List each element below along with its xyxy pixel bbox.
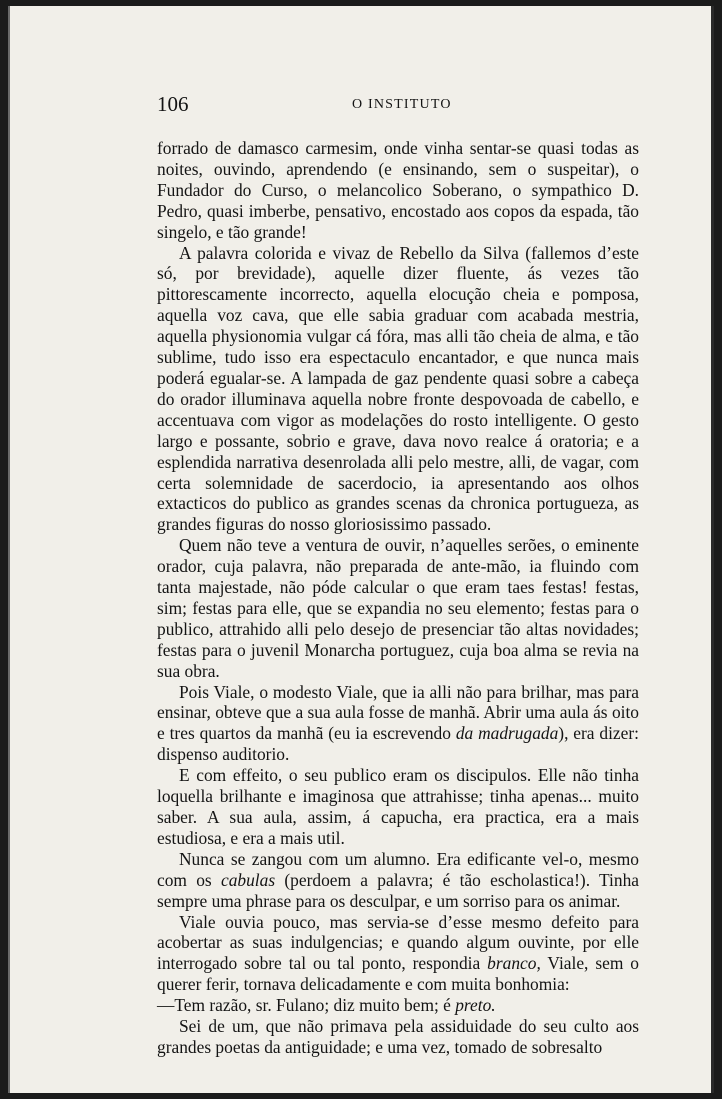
text-run: A palavra colorida e vivaz de Rebello da Silva (fallemos d’este só, por brevidade), aquelle dizer fluente, ás vezes tão pittorescamente incorrecto, aquella elocução cheia e pomposa, aquella voz cava, que elle sabia graduar com acabada mestria, aquella physionomia vulgar cá fóra, mas alli tão cheia de alma, e tão sublime, tudo isso era espectaculo encantador, e que nunca mais poderá egualar-se. A lampada de gaz pendente quasi sobre a cabeça do orador illuminava aquella nobre fronte despovoada de cabello, e accentuava com vigor as modelações do rosto intelligente. O gesto largo e possante, sobrio e grave, dava novo realce á oratoria; e a esplendida narrativa desenrolada alli pelo mestre, alli, de vagar, com certa solemnidade de sacerdocio, ia apresentando aos olhos extacticos do publico as grandes scenas da chronica portugueza, as grandes figuras do nosso gloriosissimo passado. — [157, 242, 639, 535]
paragraph — [157, 1016, 639, 1058]
text-run: forrado de damasco carmesim, onde vinha sentar-se quasi todas as noites, ouvindo, aprendendo (e ensinando, sem o suspeitar), o Fundador do Curso, o melancolico Soberano, o sympathico D. Pedro, quasi imberbe, pensativo, encostado aos copos da espada, tão singelo, e tão grande! — [157, 138, 639, 242]
text-run: Sei de um, que não primava pela assiduidade do seu culto aos grandes poetas da antiguidade; e uma vez, tomado de sobresalto — [157, 1016, 639, 1057]
text-run: E com effeito, o seu publico eram os discipulos. Elle não tinha loquella brilhante e imaginosa que attrahisse; tinha apenas... muito saber. A sua aula, assim, á capucha, era practica, era a mais estudiosa, e era a mais util. — [157, 765, 639, 848]
book-page — [8, 6, 714, 1093]
text-run: ), era dizer: dispenso auditorio. — [157, 723, 639, 765]
paragraph — [157, 138, 639, 243]
text-run: (perdoem a palavra; é tão escholastica!). Tinha sempre uma phrase para os desculpar, e um sorriso para os animar. — [157, 869, 639, 911]
text-run: Viale, sem o querer ferir, tornava delicadamente e com muita bonhomia: — [157, 953, 639, 995]
page-header — [157, 92, 639, 122]
paragraph — [157, 765, 639, 849]
paragraph — [157, 535, 639, 681]
text-run: —Tem razão, sr. Fulano; diz muito bem; é — [157, 995, 456, 1016]
text-run: Quem não teve a ventura de ouvir, n’aquelles serões, o eminente orador, cuja palavra, não preparada de ante-mão, ia fluindo com tanta majestade, não póde calcular o que eram taes festas! festas, sim; festas para elle, que se expandia no seu elemento; festas para o publico, attrahido alli pelo desejo de presenciar tão altas novidades; festas para o juvenil Monarcha portuguez, cuja boa alma se revia na sua obra. — [157, 535, 639, 681]
italic-text: cabulas — [220, 869, 276, 890]
italic-text: preto. — [455, 995, 496, 1016]
italic-text: da madrugada — [455, 723, 559, 744]
italic-text: branco, — [487, 953, 541, 974]
page-number: 106 — [157, 92, 189, 116]
paragraph — [157, 912, 639, 996]
paragraph — [157, 682, 639, 766]
running-title: O INSTITUTO — [352, 97, 452, 112]
paragraph — [157, 995, 639, 1016]
text-run: Viale ouvia pouco, mas servia-se d’esse mesmo defeito para acobertar as suas indulgencias; e quando algum ouvinte, por elle interrogado sobre tal ou tal ponto, respondia — [157, 911, 639, 974]
paragraph — [157, 243, 639, 536]
body-text — [157, 138, 639, 1058]
text-run: Pois Viale, o modesto Viale, que ia alli não para brilhar, mas para ensinar, obteve que a sua aula fosse de manhã. Abrir uma aula ás oito e tres quartos da manhã (eu ia escrevendo — [157, 681, 639, 744]
text-run: Nunca se zangou com um alumno. Era edificante vel-o, mesmo com os — [157, 848, 639, 890]
paragraph — [157, 849, 639, 912]
